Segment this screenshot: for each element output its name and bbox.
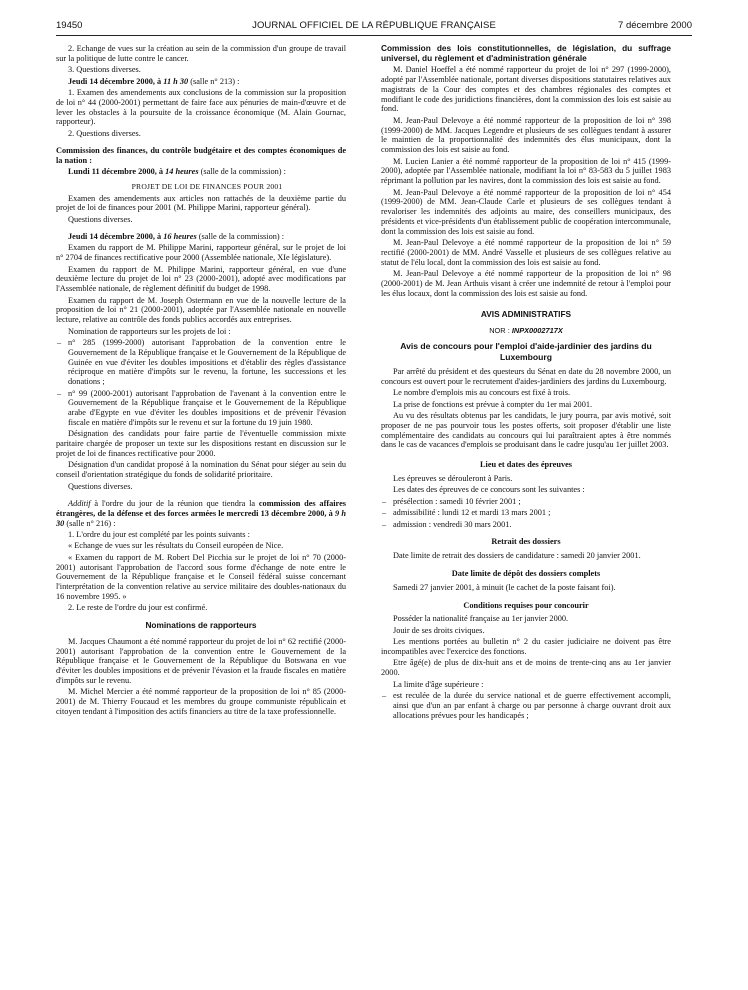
paragraph: 2. Le reste de l'ordre du jour est confirmé. (68, 603, 208, 613)
paragraph: La limite d'âge supérieure : (393, 679, 484, 689)
paragraph: M. Jean-Paul Delevoye a été nommé rapporteur de la proposition de loi n° 454 (1999-2000) de MM. Jean-Claude Carle et plusieurs de ses collègues tendant à revaloriser les indemnités des adjoints au maire, des conseillers municipaux, des présidents et vice-présidents d'un établissement public de coopération intercommunale, dont la commission des lois est saisie au fond. (381, 187, 671, 236)
left-column (56, 44, 346, 718)
paragraph: « Echange de vues sur les résultats du Conseil européen de Nice. (68, 541, 284, 551)
paragraph: 1. L'ordre du jour est complété par les points suivants : (68, 529, 250, 539)
paragraph: Nomination de rapporteurs sur les projets de loi : (68, 326, 231, 336)
meeting-heading: Jeudi 14 décembre 2000, à 16 heures (salle de la commission) : (68, 232, 285, 242)
commission-heading: Commission des lois constitutionnelles, de législation, du suffrage universel, du règlement et d'administration générale (381, 43, 671, 63)
paragraph: M. Jean-Paul Delevoye a été nommé rapporteur de la proposition de loi n° 59 rectifié (2000-2001) de MM. André Vasselle et plusieurs de ses collègues relative au statut de l'élu local, dont la commission des lois est saisie au fond. (381, 238, 671, 267)
paragraph: Les mentions portées au bulletin n° 2 du casier judiciaire ne doivent pas être incompatibles avec l'exercice des fonctions. (381, 637, 671, 656)
paragraph: Date limite de retrait des dossiers de candidature : samedi 20 janvier 2001. (393, 551, 641, 561)
page-number: 19450 (56, 20, 83, 31)
paragraph: 1. Examen des amendements aux conclusions de la commission sur la proposition de loi n° 44 (2000-2001) permettant de faire face aux pénuries de main-d'œuvre et de lever les obstacles à la poursuite de la croissance économique (M. Alain Gournac, rapporteur). (56, 87, 346, 127)
paragraph: Les dates des épreuves de ce concours sont les suivantes : (393, 485, 585, 495)
paragraph: M. Jacques Chaumont a été nommé rapporteur du projet de loi n° 62 rectifié (2000-2001) autorisant l'approbation de la convention entre le Gouvernement de la République française et le Gouvernement de la République du Botswana en vue d'éviter les doubles impositions et de prévenir l'évasion et la fraude fiscales en matière d'impôts sur le revenu. (56, 636, 346, 686)
paragraph: Examen des amendements aux articles non rattachés de la deuxième partie du projet de loi de finances pour 2001 (M. Philippe Marini, rapporteur général). (56, 193, 346, 213)
issue-date: 7 décembre 2000 (618, 20, 692, 31)
conditions-heading: Conditions requises pour concourir (463, 600, 589, 610)
list-item: – admissibilité : lundi 12 et mardi 13 mars 2001 ; (382, 508, 551, 518)
paragraph: 3. Questions diverses. (68, 65, 141, 75)
paragraph: Par arrêté du président et des questeurs du Sénat en date du 28 novembre 2000, un concours est ouvert pour le recrutement d'aides-jardiniers des jardins du Luxembourg. (381, 367, 671, 386)
list-item: – n° 285 (1999-2000) autorisant l'approbation de la convention entre le Gouvernement de la République française et le Gouvernement de la République de Guinée en vue d'éviter les doubles impositions et d'établir des règles d'assistance réciproque en matière d'impôts sur le revenu, la fortune, les successions et les donations ; (57, 338, 346, 387)
paragraph: Etre âgé(e) de plus de dix-huit ans et de moins de trente-cinq ans au 1er janvier 2000. (381, 658, 671, 678)
paragraph: Au vu des résultats obtenus par les candidats, le jury pourra, par avis motivé, soit proposer de ne pas pourvoir tous les postes offerts, soit proposer d'établir une liste complémentaire des candidats au concours qui lui paraîtraient aptes à être nommés dans le cas de vacances d'emplois se produisant dans le cadre jusqu'au 1er juillet 2003. (381, 411, 671, 450)
paragraph: Jouir de ses droits civiques. (393, 625, 485, 635)
lieu-heading: Lieu et dates des épreuves (479, 460, 573, 470)
concours-title: Avis de concours pour l'emploi d'aide-jardinier des jardins du Luxembourg (400, 341, 652, 362)
paragraph: Désignation d'un candidat proposé à la nomination du Sénat pour siéger au sein du conseil d'orientation stratégique du fonds de solidarité prioritaire. (56, 460, 346, 480)
paragraph: Questions diverses. (68, 481, 133, 491)
list-item: – admission : vendredi 30 mars 2001. (382, 519, 512, 529)
paragraph: Samedi 27 janvier 2001, à minuit (le cachet de la poste faisant foi). (393, 582, 616, 592)
additif-paragraph: Additif à l'ordre du jour de la réunion que tiendra la commission des affaires étrangères, de la défense et des forces armées le mercredi 13 décembre 2000, à 9 h 30 (salle n° 216) : (56, 498, 347, 528)
paragraph: M. Michel Mercier a été nommé rapporteur de la proposition de loi n° 85 (2000-2001) de M. Thierry Foucaud et les membres du groupe communiste républicain et citoyen tendant à l'imposition des actifs financiers au titre de la taxe professionnelle. (56, 687, 346, 717)
list-item: – présélection : samedi 10 février 2001 ; (382, 496, 521, 506)
paragraph: M. Lucien Lanier a été nommé rapporteur de la proposition de loi n° 415 (1999-2000), adoptée par l'Assemblée nationale, modifiant la loi n° 83-583 du 5 juillet 1983 réprimant la pollution par les navires, dont la commission des lois est saisie au fond. (381, 156, 671, 186)
paragraph: M. Jean-Paul Delevoye a été nommé rapporteur de la proposition de loi n° 398 (1999-2000) de MM. Jacques Legendre et plusieurs de ses collègues tendant à assurer le maintien de la proportionnalité des indemnités des élus municipaux, dont la commission des lois est saisie au fond. (381, 115, 671, 155)
paragraph: La prise de fonctions est prévue à compter du 1er mai 2001. (393, 399, 593, 409)
paragraph: Désignation des candidats pour faire partie de l'éventuelle commission mixte paritaire chargée de proposer un texte sur les dispositions restant en discussion sur le projet de loi de finances rectificative pour 2000. (56, 429, 346, 458)
paragraph: M. Jean-Paul Delevoye a été nommé rapporteur de la proposition de loi n° 98 (2000-2001) de M. Jean Arthuis visant à créer une indemnité de retour à l'emploi pour les élus locaux, dont la commission des lois est saisie au fond. (381, 269, 671, 298)
paragraph: 2. Echange de vues sur la création au sein de la commission d'un groupe de travail sur la politique de lutte contre le cancer. (56, 44, 346, 63)
plf-heading: PROJET DE LOI DE FINANCES POUR 2001 (131, 182, 283, 192)
paragraph: Examen du rapport de M. Philippe Marini, rapporteur général, sur le projet de loi n° 2704 de finances rectificative pour 2000 (Assemblée nationale, XIe législature). (56, 243, 346, 263)
retrait-heading: Retrait des dossiers (491, 537, 561, 547)
journal-title: JOURNAL OFFICIEL DE LA RÉPUBLIQUE FRANÇAISE (252, 20, 496, 31)
paragraph: Examen du rapport de M. Philippe Marini, rapporteur général, en vue d'une deuxième lecture du projet de loi n° 23 (2000-2001), adopté avec modifications par l'Assemblée nationale, de règlement définitif du budget de 1998. (56, 264, 346, 294)
commission-heading: Commission des finances, du contrôle budgétaire et des comptes économiques de la nation : (56, 146, 346, 165)
paragraph: Questions diverses. (68, 214, 133, 224)
nominations-heading: Nominations de rapporteurs (145, 620, 257, 631)
list-item: – est reculée de la durée du service national et de guerre effectivement accompli, ainsi que d'un an par enfant à charge ou par personne à charge ouvrant droit aux allocations prévues pour les handicapés ; (382, 690, 671, 720)
meeting-heading: Jeudi 14 décembre 2000, à 11 h 30 (salle n° 213) : (68, 76, 240, 86)
paragraph: Examen du rapport de M. Joseph Ostermann en vue de la nouvelle lecture de la proposition de loi n° 21 (2000-2001), adoptée par l'Assemblée nationale en nouvelle lecture, relative au contrôle des fonds publics accordés aux entreprises. (56, 295, 346, 325)
paragraph: « Examen du rapport de M. Robert Del Picchia sur le projet de loi n° 70 (2000-2001) autorisant l'approbation de l'accord sous forme d'échange de note entre le Gouvernement de la République française et le Conseil fédéral suisse concernant l'interprétation de la convention relative au service militaire des doubles-nationaux du 16 novembre 1995. » (56, 552, 346, 601)
paragraph: Le nombre d'emplois mis au concours est fixé à trois. (393, 388, 571, 398)
list-item: – n° 99 (2000-2001) autorisant l'approbation de l'avenant à la convention entre le Gouvernement de la République française et le Gouvernement de la République arabe d'Egypte en vue d'éviter les doubles impositions et de prévenir l'évasion fiscale en matière d'impôts sur le revenu et sur la fortune du 19 juin 1980. (57, 388, 346, 427)
nor-reference: NOR : INPX0002717X (489, 326, 563, 336)
header-rule (56, 35, 692, 36)
meeting-heading: Lundi 11 décembre 2000, à 14 heures (salle de la commission) : (68, 167, 286, 177)
paragraph: Les épreuves se dérouleront à Paris. (393, 474, 513, 484)
paragraph: Posséder la nationalité française au 1er janvier 2000. (393, 614, 569, 624)
depot-heading: Date limite de dépôt des dossiers complets (451, 568, 601, 578)
right-column (381, 44, 671, 722)
avis-heading: AVIS ADMINISTRATIFS (480, 309, 572, 320)
paragraph: M. Daniel Hoeffel a été nommé rapporteur du projet de loi n° 297 (1999-2000), adopté par l'Assemblée nationale, portant diverses dispositions statutaires relatives aux magistrats de la Cour des comptes et des chambres régionales des comptes et modifiant le code des juridictions financières, dont la commission des lois est saisie au fond. (381, 65, 671, 114)
paragraph: 2. Questions diverses. (68, 128, 141, 138)
page-header (56, 20, 692, 34)
